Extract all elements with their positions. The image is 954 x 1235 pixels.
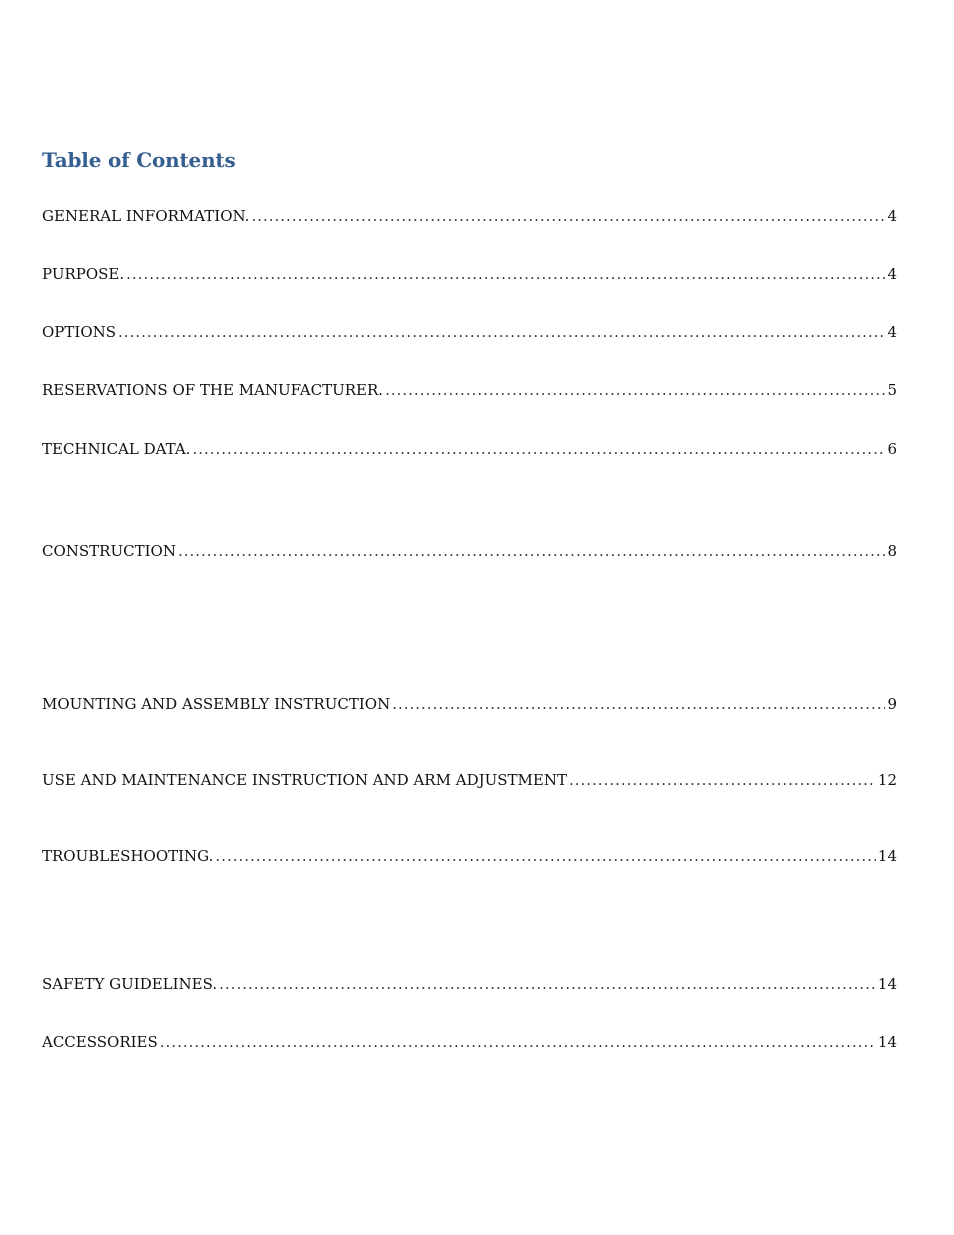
toc-entry-label: TROUBLESHOOTING.: [42, 847, 214, 865]
toc-entry-technical-data[interactable]: [42, 439, 897, 459]
toc-dot-leader: [385, 380, 885, 400]
toc-entry-accessories[interactable]: [42, 1032, 897, 1052]
toc-entry-purpose[interactable]: [42, 264, 897, 284]
toc-entry-label: SAFETY GUIDELINES.: [42, 975, 218, 993]
toc-entry-page: 6: [887, 440, 897, 458]
toc-entry-label: GENERAL INFORMATION.: [42, 207, 250, 225]
toc-dot-leader: [251, 206, 885, 226]
toc-dot-leader: [118, 322, 885, 342]
toc-entry-mounting-assembly[interactable]: [42, 694, 897, 714]
toc-dot-leader: [215, 846, 876, 866]
toc-entry-page: 14: [877, 1033, 897, 1051]
toc-entry-page: 14: [877, 975, 897, 993]
toc-dot-leader: [126, 264, 885, 284]
toc-entry-options[interactable]: [42, 322, 897, 342]
toc-entry-label: TECHNICAL DATA.: [42, 440, 191, 458]
toc-entry-label: ACCESSORIES: [42, 1033, 158, 1051]
toc-entry-page: 9: [887, 695, 897, 713]
toc-entry-page: 5: [887, 381, 897, 399]
toc-entry-troubleshooting[interactable]: [42, 846, 897, 866]
toc-dot-leader: [192, 439, 885, 459]
toc-dot-leader: [178, 541, 886, 561]
toc-entry-page: 4: [887, 323, 897, 341]
toc-entry-construction[interactable]: [42, 541, 897, 561]
toc-entry-general-information[interactable]: [42, 206, 897, 226]
toc-entry-page: 14: [877, 847, 897, 865]
toc-entry-page: 8: [887, 542, 897, 560]
toc-entry-page: 12: [877, 771, 897, 789]
toc-dot-leader: [219, 974, 876, 994]
toc-dot-leader: [392, 694, 885, 714]
toc-dot-leader: [160, 1032, 876, 1052]
toc-dot-leader: [569, 770, 876, 790]
toc-entry-safety-guidelines[interactable]: [42, 974, 897, 994]
toc-entry-page: 4: [887, 207, 897, 225]
toc-entry-label: OPTIONS: [42, 323, 117, 341]
toc-entry-reservations[interactable]: [42, 380, 897, 400]
toc-entry-label: USE AND MAINTENANCE INSTRUCTION AND ARM ADJUSTMENT: [42, 771, 567, 789]
toc-entry-use-maintenance[interactable]: [42, 770, 897, 790]
toc-entry-label: PURPOSE.: [42, 265, 125, 283]
toc-entry-page: 4: [887, 265, 897, 283]
toc-entry-label: MOUNTING AND ASSEMBLY INSTRUCTION: [42, 695, 391, 713]
toc-entry-label: CONSTRUCTION: [42, 542, 176, 560]
toc-entry-label: RESERVATIONS OF THE MANUFACTURER.: [42, 381, 384, 399]
toc-title: Table of Contents: [42, 148, 236, 172]
